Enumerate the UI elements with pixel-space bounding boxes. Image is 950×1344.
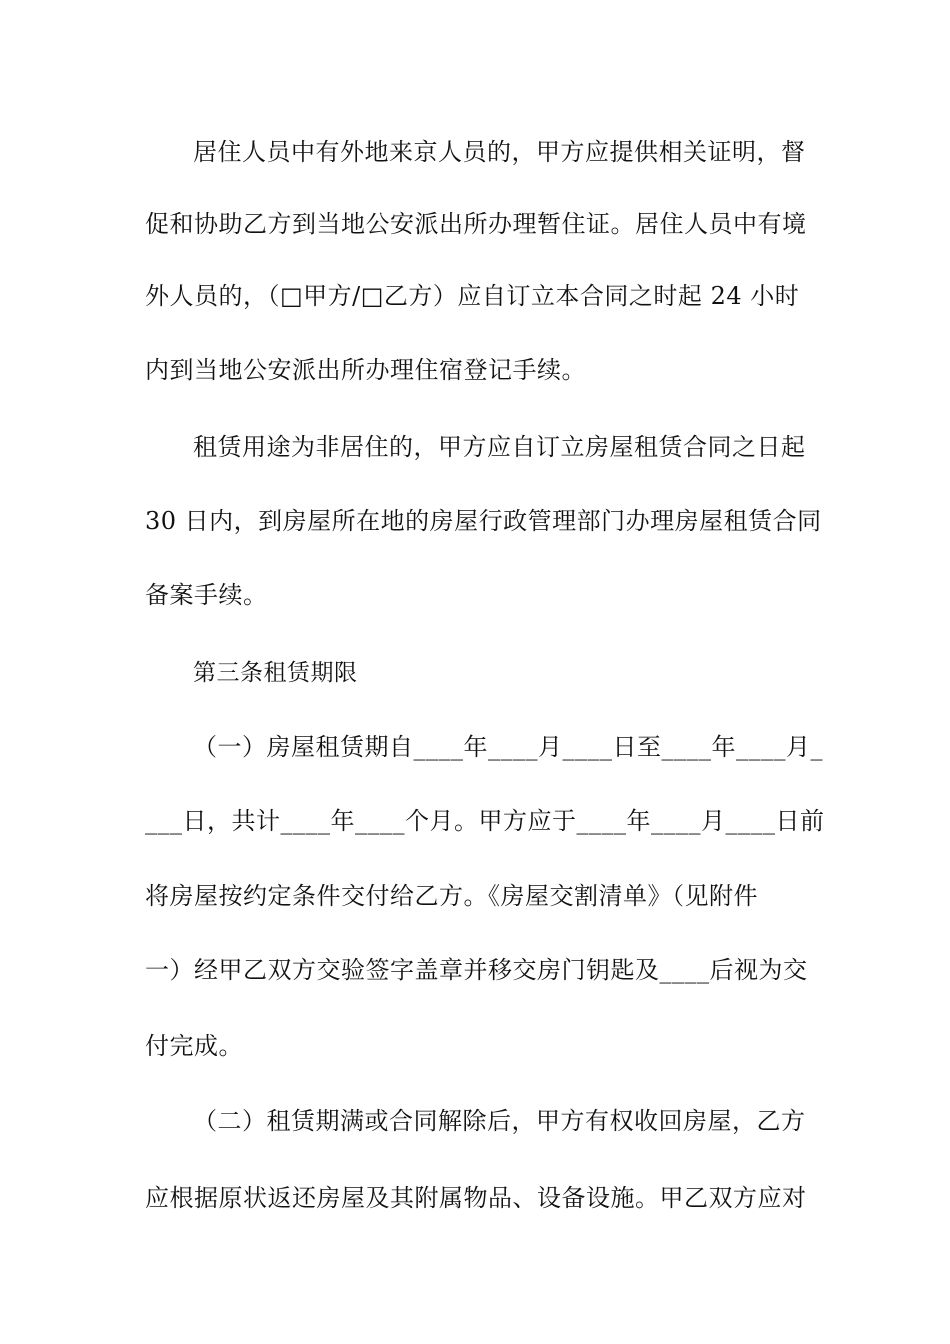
paragraph-line: 付完成。 (145, 1032, 243, 1060)
paragraph-line: 备案手续。 (145, 581, 268, 609)
paragraph-line: 一）经甲乙双方交验签字盖章并移交房门钥匙及____后视为交 (145, 956, 808, 984)
paragraph-line: 居住人员中有外地来京人员的，甲方应提供相关证明，督 (193, 138, 806, 166)
paragraph-line: 内到当地公安派出所办理住宿登记手续。 (145, 356, 586, 384)
paragraph-line: 租赁用途为非居住的，甲方应自订立房屋租赁合同之日起 (193, 433, 806, 461)
paragraph-line: 促和协助乙方到当地公安派出所办理暂住证。居住人员中有境 (145, 210, 807, 238)
paragraph-line: 将房屋按约定条件交付给乙方。《房屋交割清单》（见附件 (145, 882, 758, 910)
paragraph-line: 外人员的，（□甲方/□乙方）应自订立本合同之时起 24 小时 (145, 282, 800, 310)
paragraph-line: （二）租赁期满或合同解除后，甲方有权收回房屋，乙方 (193, 1107, 806, 1135)
paragraph-line: 30 日内，到房屋所在地的房屋行政管理部门办理房屋租赁合同 (145, 507, 822, 535)
paragraph-line: 应根据原状返还房屋及其附属物品、设备设施。甲乙双方应对 (145, 1184, 807, 1212)
paragraph-line: ___日，共计____年____个月。甲方应于____年____月____日前 (145, 807, 825, 835)
paragraph-line: （一）房屋租赁期自____年____月____日至____年____月_ (193, 733, 823, 761)
section-heading: 第三条租赁期限 (193, 660, 358, 686)
